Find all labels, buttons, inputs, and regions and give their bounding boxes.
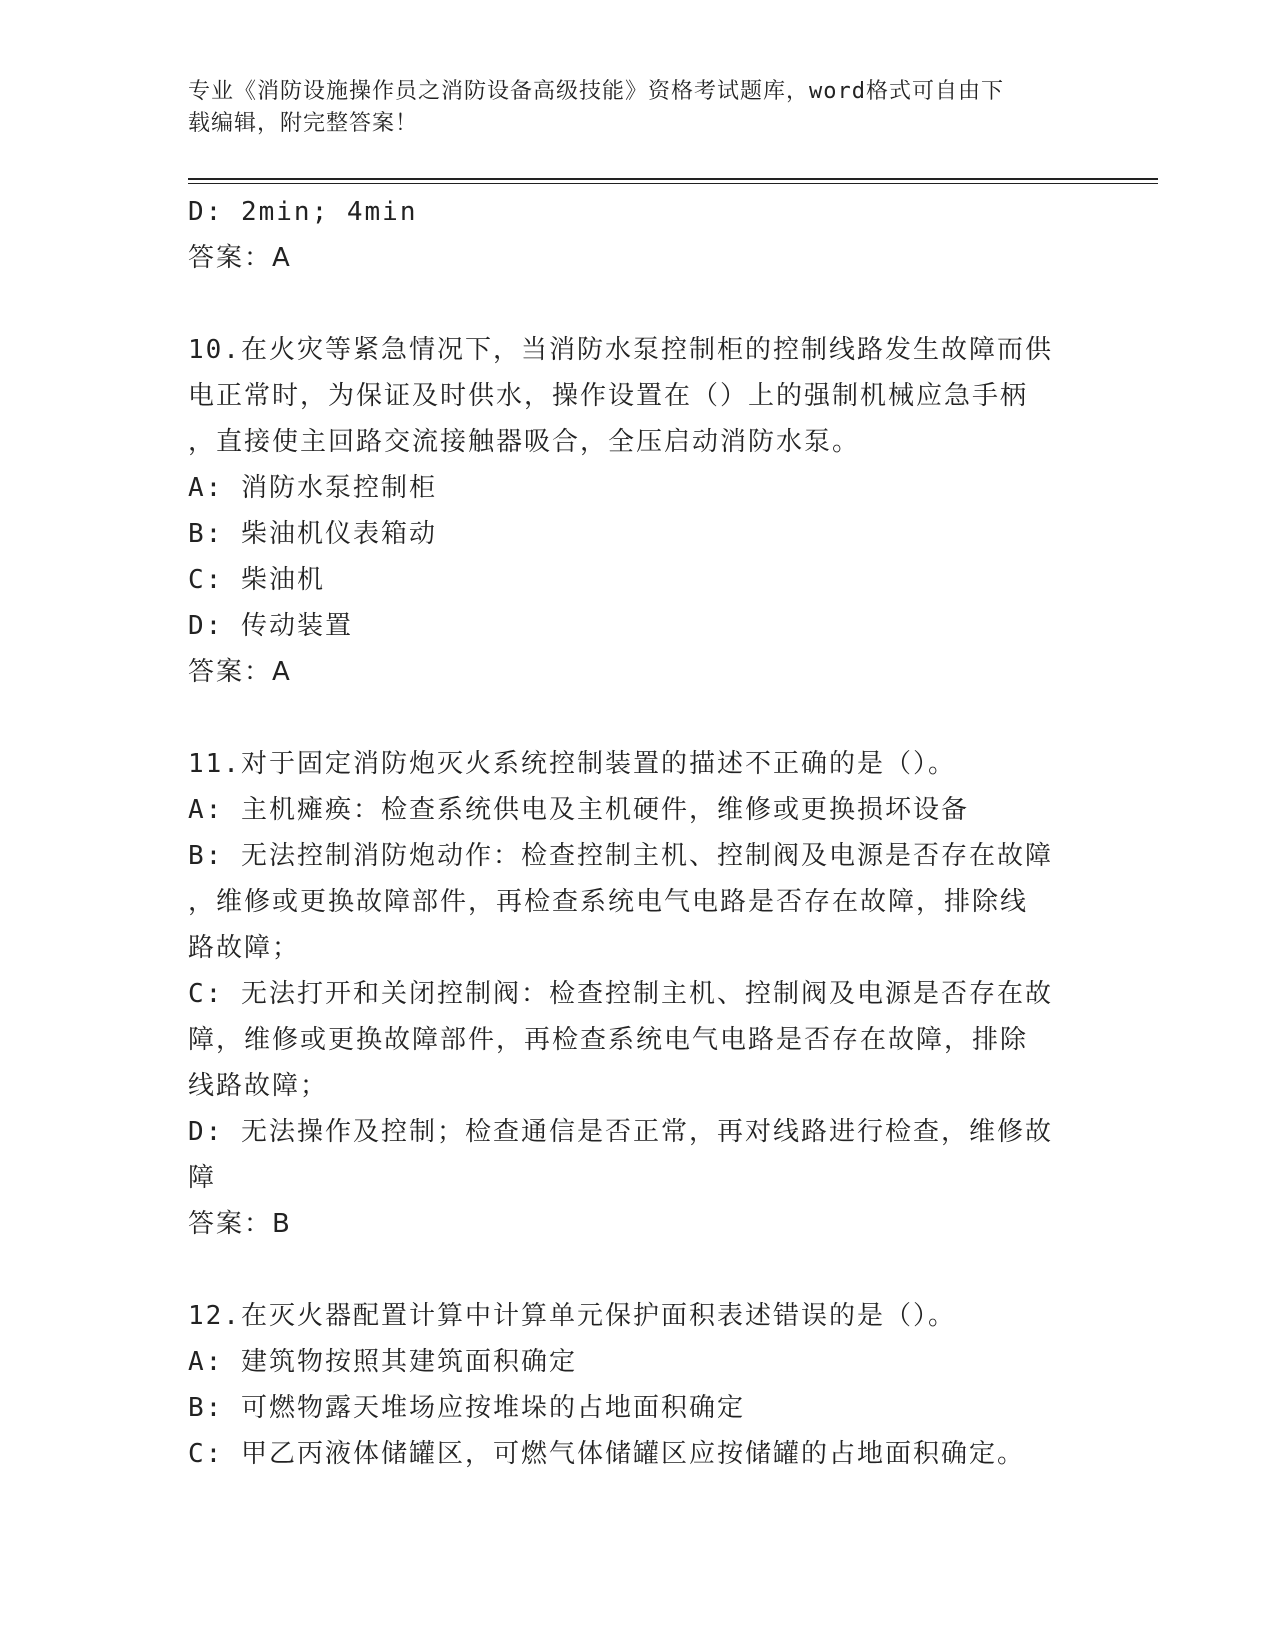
option-d: D: 2min; 4min <box>188 197 418 227</box>
question-stem-line: 10.在火灾等紧急情况下，当消防水泵控制柜的控制线路发生故障而供 <box>188 335 1053 365</box>
option-b: B: 无法控制消防炮动作：检查控制主机、控制阀及电源是否存在故障 <box>188 841 1053 871</box>
option-c: C: 甲乙丙液体储罐区，可燃气体储罐区应按储罐的占地面积确定。 <box>188 1439 1025 1469</box>
option-d-continued: 障 <box>188 1163 217 1193</box>
option-c: C: 无法打开和关闭控制阀：检查控制主机、控制阀及电源是否存在故 <box>188 979 1053 1009</box>
option-c-continued: 障，维修或更换故障部件，再检查系统电气电路是否存在故障，排除 <box>188 1025 1029 1055</box>
question-stem-line: 电正常时，为保证及时供水，操作设置在（）上的强制机械应急手柄 <box>188 381 1029 411</box>
question-stem-line: 12.在灭火器配置计算中计算单元保护面积表述错误的是（）。 <box>188 1301 956 1331</box>
question-10 <box>188 327 1088 695</box>
header-rule-thick <box>188 178 1158 180</box>
option-c-continued: 线路故障； <box>188 1071 329 1101</box>
page-header <box>188 76 1068 140</box>
question-9-tail <box>188 189 1088 281</box>
option-c: C: 柴油机 <box>188 565 325 595</box>
option-a: A: 主机瘫痪：检查系统供电及主机硬件，维修或更换损坏设备 <box>188 795 969 825</box>
answer-line: 答案：B <box>188 1209 292 1239</box>
spacer <box>188 281 1088 327</box>
question-stem-line: ，直接使主回路交流接触器吸合，全压启动消防水泵。 <box>188 427 861 457</box>
option-d: D: 传动装置 <box>188 611 353 641</box>
question-11 <box>188 741 1088 1247</box>
header-line-1: 专业《消防设施操作员之消防设备高级技能》资格考试题库，word格式可自由下 <box>188 79 1004 104</box>
header-rule-thin <box>188 183 1158 184</box>
option-b: B: 可燃物露天堆场应按堆垛的占地面积确定 <box>188 1393 745 1423</box>
answer-line: 答案：A <box>188 243 292 273</box>
option-a: A: 消防水泵控制柜 <box>188 473 437 503</box>
document-body <box>188 189 1088 1477</box>
question-12 <box>188 1293 1088 1477</box>
option-a: A: 建筑物按照其建筑面积确定 <box>188 1347 577 1377</box>
option-d: D: 无法操作及控制；检查通信是否正常，再对线路进行检查，维修故 <box>188 1117 1053 1147</box>
option-b: B: 柴油机仪表箱动 <box>188 519 437 549</box>
spacer <box>188 695 1088 741</box>
header-line-2: 载编辑，附完整答案！ <box>188 111 419 136</box>
spacer <box>188 1247 1088 1293</box>
question-stem-line: 11.对于固定消防炮灭火系统控制装置的描述不正确的是（）。 <box>188 749 956 779</box>
answer-line: 答案：A <box>188 657 292 687</box>
option-b-continued: 路故障； <box>188 933 301 963</box>
option-b-continued: ，维修或更换故障部件，再检查系统电气电路是否存在故障，排除线 <box>188 887 1029 917</box>
